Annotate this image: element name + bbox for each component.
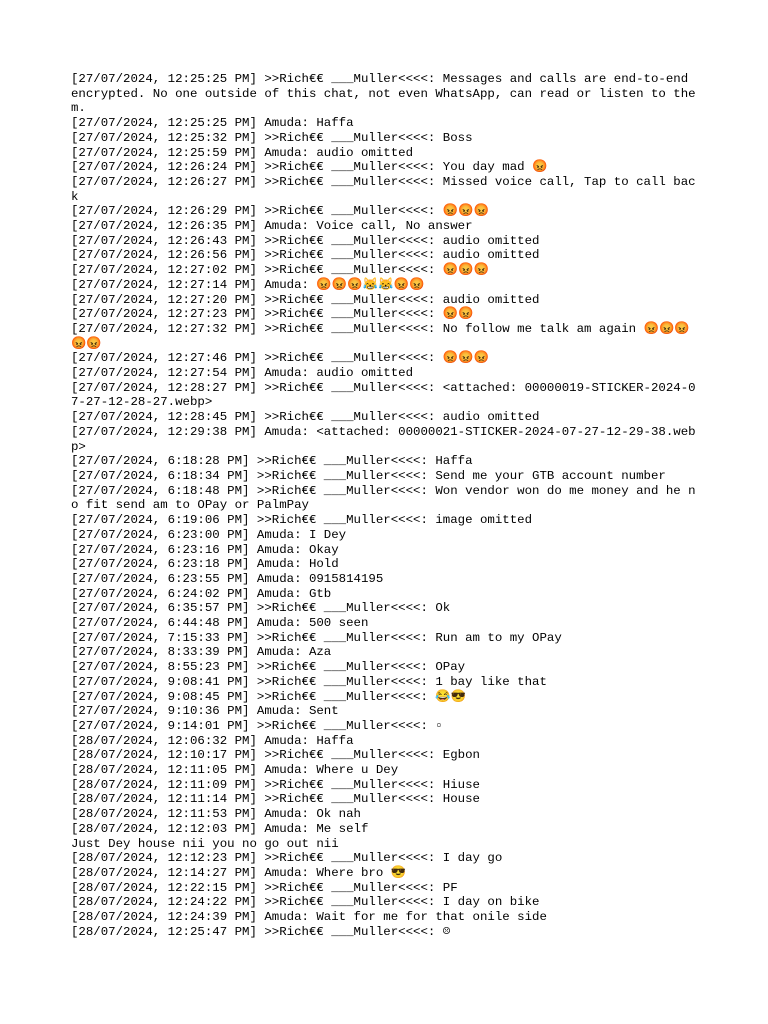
chat-message-line: [27/07/2024, 12:27:20 PM] >>Rich€€ ___Muller<<<<: audio omitted bbox=[71, 292, 540, 307]
chat-transcript bbox=[71, 72, 701, 939]
chat-message-line: [27/07/2024, 8:33:39 PM] Amuda: Aza bbox=[71, 645, 332, 660]
chat-message-line: [27/07/2024, 6:18:28 PM] >>Rich€€ ___Muller<<<<: Haffa bbox=[71, 454, 473, 469]
chat-message-line: [28/07/2024, 12:06:32 PM] Amuda: Haffa bbox=[71, 733, 354, 748]
chat-message-line: [28/07/2024, 12:10:17 PM] >>Rich€€ ___Muller<<<<: Egbon bbox=[71, 748, 480, 763]
chat-message-line: [27/07/2024, 6:44:48 PM] Amuda: 500 seen bbox=[71, 616, 369, 631]
chat-message-line: [28/07/2024, 12:11:09 PM] >>Rich€€ ___Muller<<<<: Hiuse bbox=[71, 777, 480, 792]
chat-message-line: [27/07/2024, 6:23:16 PM] Amuda: Okay bbox=[71, 542, 339, 557]
chat-message-line: [27/07/2024, 12:27:02 PM] >>Rich€€ ___Muller<<<<: 😡😡😡 bbox=[71, 263, 490, 278]
chat-message-line: [27/07/2024, 7:15:33 PM] >>Rich€€ ___Muller<<<<: Run am to my OPay bbox=[71, 630, 562, 645]
chat-message-line: [27/07/2024, 9:08:41 PM] >>Rich€€ ___Muller<<<<: 1 bay like that bbox=[71, 674, 547, 689]
chat-message-line: [27/07/2024, 12:27:23 PM] >>Rich€€ ___Muller<<<<: 😡😡 bbox=[71, 307, 474, 322]
chat-message-line: [27/07/2024, 6:19:06 PM] >>Rich€€ ___Muller<<<<: image omitted bbox=[71, 513, 533, 528]
chat-message-line: [28/07/2024, 12:22:15 PM] >>Rich€€ ___Muller<<<<: PF bbox=[71, 880, 458, 895]
chat-message-line: [27/07/2024, 12:25:25 PM] Amuda: Haffa bbox=[71, 116, 354, 131]
chat-message-line: [27/07/2024, 6:23:55 PM] Amuda: 0915814195 bbox=[71, 571, 384, 586]
chat-message-line: [27/07/2024, 6:23:00 PM] Amuda: I Dey bbox=[71, 527, 347, 542]
chat-message-line: [28/07/2024, 12:25:47 PM] >>Rich€€ ___Muller<<<<: ☹ bbox=[71, 924, 451, 939]
chat-message-line: [27/07/2024, 6:23:18 PM] Amuda: Hold bbox=[71, 557, 339, 572]
chat-message-line: [27/07/2024, 12:29:38 PM] Amuda: <attached: 00000021-STICKER-2024-07-27-12-29-38.webp> bbox=[71, 424, 696, 454]
chat-message-line: [28/07/2024, 12:12:23 PM] >>Rich€€ ___Muller<<<<: I day go bbox=[71, 851, 503, 866]
chat-message-line: [28/07/2024, 12:12:03 PM] Amuda: Me self bbox=[71, 821, 369, 836]
chat-message-line: [27/07/2024, 12:27:54 PM] Amuda: audio omitted bbox=[71, 366, 414, 381]
chat-message-line: [27/07/2024, 12:28:45 PM] >>Rich€€ ___Muller<<<<: audio omitted bbox=[71, 410, 540, 425]
chat-message-line: [28/07/2024, 12:24:39 PM] Amuda: Wait for me for that onile side bbox=[71, 910, 547, 925]
chat-message-line: [27/07/2024, 12:26:24 PM] >>Rich€€ ___Muller<<<<: You day mad 😡 bbox=[71, 160, 548, 175]
chat-message-line: [27/07/2024, 6:18:34 PM] >>Rich€€ ___Muller<<<<: Send me your GTB account number bbox=[71, 468, 666, 483]
chat-message-line: [27/07/2024, 12:27:46 PM] >>Rich€€ ___Muller<<<<: 😡😡😡 bbox=[71, 351, 490, 366]
chat-message-line: [27/07/2024, 12:26:29 PM] >>Rich€€ ___Muller<<<<: 😡😡😡 bbox=[71, 204, 490, 219]
chat-message-line: [27/07/2024, 9:10:36 PM] Amuda: Sent bbox=[71, 704, 339, 719]
chat-message-line: [27/07/2024, 12:26:56 PM] >>Rich€€ ___Muller<<<<: audio omitted bbox=[71, 248, 540, 263]
chat-message-line: [28/07/2024, 12:11:14 PM] >>Rich€€ ___Muller<<<<: House bbox=[71, 792, 480, 807]
chat-message-line: [27/07/2024, 9:14:01 PM] >>Rich€€ ___Muller<<<<: ▫ bbox=[71, 718, 443, 733]
chat-message-line: [27/07/2024, 8:55:23 PM] >>Rich€€ ___Muller<<<<: OPay bbox=[71, 660, 466, 675]
chat-message-line: [28/07/2024, 12:14:27 PM] Amuda: Where bro 😎 bbox=[71, 865, 407, 880]
chat-message-line: [27/07/2024, 6:24:02 PM] Amuda: Gtb bbox=[71, 586, 332, 601]
chat-message-line: [28/07/2024, 12:11:05 PM] Amuda: Where u Dey bbox=[71, 763, 399, 778]
chat-message-line: [27/07/2024, 12:26:27 PM] >>Rich€€ ___Muller<<<<: Missed voice call, Tap to call back bbox=[71, 174, 696, 204]
chat-message-line: [27/07/2024, 9:08:45 PM] >>Rich€€ ___Muller<<<<: 😂😎 bbox=[71, 689, 467, 704]
chat-message-line: [28/07/2024, 12:24:22 PM] >>Rich€€ ___Muller<<<<: I day on bike bbox=[71, 895, 540, 910]
chat-message-line: [27/07/2024, 12:26:35 PM] Amuda: Voice call, No answer bbox=[71, 219, 473, 234]
chat-message-line: [28/07/2024, 12:11:53 PM] Amuda: Ok nah bbox=[71, 807, 361, 822]
chat-message-line: Just Dey house nii you no go out nii bbox=[71, 836, 339, 851]
chat-message-line: [27/07/2024, 12:26:43 PM] >>Rich€€ ___Muller<<<<: audio omitted bbox=[71, 233, 540, 248]
chat-message-line: [27/07/2024, 12:27:32 PM] >>Rich€€ ___Muller<<<<: No follow me talk am again 😡😡😡😡😡 bbox=[71, 321, 690, 351]
chat-message-line: [27/07/2024, 6:18:48 PM] >>Rich€€ ___Muller<<<<: Won vendor won do me money and he no fit send am to OPay or PalmPay bbox=[71, 483, 696, 513]
chat-message-line: [27/07/2024, 12:28:27 PM] >>Rich€€ ___Muller<<<<: <attached: 00000019-STICKER-2024-07-27-12-28-27.webp> bbox=[71, 380, 696, 410]
chat-message-line: [27/07/2024, 12:25:59 PM] Amuda: audio omitted bbox=[71, 145, 414, 160]
chat-message-line: [27/07/2024, 12:25:32 PM] >>Rich€€ ___Muller<<<<: Boss bbox=[71, 130, 473, 145]
chat-message-line: [27/07/2024, 12:27:14 PM] Amuda: 😡😡😡😹😹😡😡 bbox=[71, 277, 425, 292]
chat-message-line: [27/07/2024, 12:25:25 PM] >>Rich€€ ___Muller<<<<: Messages and calls are end-to-end encrypted. No one outside of this chat, not even WhatsApp, can read or listen to them. bbox=[71, 72, 696, 116]
chat-message-line: [27/07/2024, 6:35:57 PM] >>Rich€€ ___Muller<<<<: Ok bbox=[71, 601, 451, 616]
